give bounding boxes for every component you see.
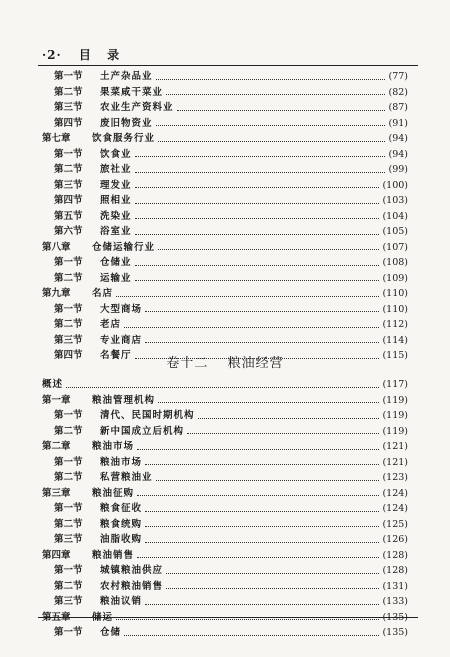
toc-entry-label: 第四节 xyxy=(54,195,83,206)
toc-entry-label: 第一节 xyxy=(54,257,83,268)
toc-entry-label: 第一章 xyxy=(42,394,71,406)
toc-entry-page: (126) xyxy=(382,534,408,545)
toc-entry xyxy=(42,455,408,471)
toc-entry-label: 第三节 xyxy=(54,334,83,346)
toc-entry-label: 第一节 xyxy=(54,148,83,160)
toc-entry-label: 第二节 xyxy=(54,164,83,175)
toc-entry-title: 仓储业 xyxy=(100,257,132,268)
toc-entry xyxy=(42,131,408,147)
toc-entry-title: 土产杂品业 xyxy=(100,71,153,82)
toc-entry xyxy=(42,240,408,256)
toc-entry-title: 粮油议销 xyxy=(100,596,143,607)
toc-entry xyxy=(42,255,408,271)
dot-leader xyxy=(135,233,380,235)
toc-entry-page: (77) xyxy=(388,71,408,82)
toc-entry-page: (108) xyxy=(382,257,408,268)
toc-entry-label: 第三章 xyxy=(42,487,71,499)
dot-leader xyxy=(145,525,379,527)
page-number: ·2· xyxy=(42,48,62,62)
toc-list-upper xyxy=(42,69,408,364)
dot-leader xyxy=(124,326,379,328)
dot-leader xyxy=(135,171,386,173)
toc-entry-label: 第二节 xyxy=(54,472,83,483)
toc-entry-title: 大型商场 xyxy=(100,303,143,315)
dot-leader xyxy=(158,401,379,403)
toc-entry-title: 仓储运输行业 xyxy=(92,241,156,253)
toc-entry-page: (91) xyxy=(388,117,408,129)
dot-leader xyxy=(135,186,380,188)
toc-entry-page: (109) xyxy=(382,272,408,284)
toc-entry-label: 第五节 xyxy=(54,210,83,222)
toc-entry-page: (99) xyxy=(388,164,408,175)
toc-entry-page: (121) xyxy=(382,456,408,468)
toc-entry xyxy=(42,377,408,393)
toc-entry xyxy=(42,501,408,517)
toc-entry-label: 第四章 xyxy=(42,549,71,561)
toc-entry xyxy=(42,193,408,209)
dot-leader xyxy=(66,386,379,388)
toc-entry xyxy=(42,317,408,333)
toc-entry-page: (82) xyxy=(388,86,408,98)
toc-entry-title: 名店 xyxy=(92,288,114,299)
toc-entry-title: 旅社业 xyxy=(100,164,132,175)
toc-entry-page: (94) xyxy=(388,148,408,160)
toc-entry-page: (128) xyxy=(382,565,408,576)
toc-entry-label: 第二节 xyxy=(54,86,83,98)
toc-entry-label: 第一节 xyxy=(54,456,83,468)
toc-entry xyxy=(42,408,408,424)
toc-entry-page: (103) xyxy=(382,195,408,206)
footer-rule xyxy=(38,617,418,618)
toc-entry-title: 农业生产资料业 xyxy=(100,102,174,113)
toc-entry-label: 第四节 xyxy=(54,350,83,361)
toc-entry xyxy=(42,548,408,564)
toc-entry-label: 第五章 xyxy=(42,611,71,623)
toc-entry xyxy=(42,579,408,595)
toc-entry xyxy=(42,271,408,287)
toc-entry-page: (107) xyxy=(382,241,408,253)
toc-entry-title: 新中国成立后机构 xyxy=(100,425,185,437)
toc-entry-title: 城镇粮油供应 xyxy=(100,565,164,576)
dot-leader xyxy=(135,264,380,266)
toc-entry-page: (125) xyxy=(382,518,408,530)
dot-leader xyxy=(166,572,379,574)
dot-leader xyxy=(145,463,379,465)
toc-entry-label: 第三节 xyxy=(54,596,83,607)
toc-entry xyxy=(42,224,408,240)
dot-leader xyxy=(124,634,379,636)
toc-entry xyxy=(42,470,408,486)
toc-entry-page: (135) xyxy=(382,611,408,623)
toc-entry xyxy=(42,517,408,533)
toc-entry-title: 老店 xyxy=(100,319,122,330)
toc-entry-title: 理发业 xyxy=(100,179,132,191)
toc-entry xyxy=(42,439,408,455)
toc-entry-title: 粮食统购 xyxy=(100,518,143,530)
dot-leader xyxy=(166,93,385,95)
dot-leader xyxy=(135,279,380,281)
toc-entry-page: (121) xyxy=(382,441,408,452)
toc-entry xyxy=(42,424,408,440)
toc-entry-page: (115) xyxy=(382,350,408,361)
toc-entry-title: 粮油市场 xyxy=(92,441,135,452)
dot-leader xyxy=(158,248,379,250)
toc-entry-title: 清代、民国时期机构 xyxy=(100,410,195,421)
volume-title: 粮油经营 xyxy=(227,356,284,371)
toc-entry xyxy=(42,393,408,409)
toc-entry-label: 第三节 xyxy=(54,102,83,113)
toc-entry xyxy=(42,532,408,548)
header-rule xyxy=(38,65,418,66)
dot-leader xyxy=(166,587,379,589)
toc-entry-label: 第七章 xyxy=(42,133,71,144)
toc-entry-title: 运输业 xyxy=(100,272,132,284)
toc-entry-label: 第一节 xyxy=(54,565,83,576)
dot-leader xyxy=(135,202,380,204)
toc-entry-label: 第八章 xyxy=(42,241,71,253)
toc-entry-title: 洗染业 xyxy=(100,210,132,222)
page-header xyxy=(42,46,422,63)
toc-entry-title: 饮食业 xyxy=(100,148,132,160)
toc-entry-title: 农村粮油销售 xyxy=(100,580,164,592)
dot-leader xyxy=(145,541,379,543)
toc-entry-label: 第二节 xyxy=(54,580,83,592)
toc-entry xyxy=(42,69,408,85)
toc-entry-title: 果菜咸干菜业 xyxy=(100,86,164,98)
dot-leader xyxy=(156,124,386,126)
toc-entry-title: 概述 xyxy=(42,379,64,390)
toc-entry-title: 储运 xyxy=(92,611,114,623)
toc-entry xyxy=(42,594,408,610)
toc-entry-page: (110) xyxy=(382,288,408,299)
toc-entry-label: 第一节 xyxy=(54,410,83,421)
toc-entry-page: (114) xyxy=(382,334,408,346)
toc-entry-page: (131) xyxy=(382,580,408,592)
toc-entry-label: 第一节 xyxy=(54,503,83,514)
toc-entry-label: 第二章 xyxy=(42,441,71,452)
dot-leader xyxy=(158,140,385,142)
toc-entry-label: 第一节 xyxy=(54,71,83,82)
toc-entry-label: 第四节 xyxy=(54,117,83,129)
toc-entry-label: 第九章 xyxy=(42,288,71,299)
toc-entry-title: 粮油征购 xyxy=(92,487,135,499)
dot-leader xyxy=(177,109,386,111)
toc-entry xyxy=(42,333,408,349)
toc-entry-page: (104) xyxy=(382,210,408,222)
dot-leader xyxy=(187,432,379,434)
toc-entry xyxy=(42,302,408,318)
toc-entry-title: 仓储 xyxy=(100,627,122,638)
dot-leader xyxy=(156,78,386,80)
toc-entry-page: (119) xyxy=(382,394,408,406)
dot-leader xyxy=(145,310,379,312)
header-title: 目 录 xyxy=(78,48,126,62)
toc-entry-title: 粮油销售 xyxy=(92,549,135,561)
toc-entry-page: (128) xyxy=(382,549,408,561)
toc-entry-title: 饮食服务行业 xyxy=(92,133,156,144)
toc-entry-title: 油脂收购 xyxy=(100,534,143,545)
toc-entry-title: 废旧物资业 xyxy=(100,117,153,129)
toc-entry xyxy=(42,85,408,101)
toc-entry xyxy=(42,147,408,163)
toc-entry-title: 粮油管理机构 xyxy=(92,394,156,406)
toc-list-lower xyxy=(42,377,408,641)
toc-entry-page: (124) xyxy=(382,503,408,514)
toc-entry xyxy=(42,286,408,302)
toc-entry-title: 浴室业 xyxy=(100,226,132,237)
dot-leader xyxy=(145,510,379,512)
toc-entry xyxy=(42,178,408,194)
toc-entry-title: 专业商店 xyxy=(100,334,143,346)
toc-entry-page: (110) xyxy=(382,303,408,315)
toc-entry-page: (105) xyxy=(382,226,408,237)
toc-entry xyxy=(42,625,408,641)
toc-entry-title: 私营粮油业 xyxy=(100,472,153,483)
volume-number: 卷十二 xyxy=(166,356,209,371)
toc-entry-label: 第一节 xyxy=(54,627,83,638)
dot-leader xyxy=(137,556,379,558)
toc-entry xyxy=(42,116,408,132)
toc-entry-page: (124) xyxy=(382,487,408,499)
toc-entry-label: 第二节 xyxy=(54,425,83,437)
dot-leader xyxy=(198,417,380,419)
toc-entry xyxy=(42,563,408,579)
toc-entry-page: (112) xyxy=(382,319,408,330)
dot-leader xyxy=(137,494,379,496)
toc-entry-page: (87) xyxy=(388,102,408,113)
toc-entry-page: (117) xyxy=(382,379,408,390)
toc-entry-label: 第二节 xyxy=(54,272,83,284)
toc-entry xyxy=(42,486,408,502)
toc-entry-page: (123) xyxy=(382,472,408,483)
toc-entry xyxy=(42,209,408,225)
toc-entry-page: (94) xyxy=(388,133,408,144)
toc-entry-label: 第六节 xyxy=(54,226,83,237)
toc-entry-title: 照相业 xyxy=(100,195,132,206)
toc-entry xyxy=(42,162,408,178)
dot-leader xyxy=(156,479,380,481)
toc-entry-page: (119) xyxy=(382,410,408,421)
toc-entry-label: 第二节 xyxy=(54,518,83,530)
dot-leader xyxy=(145,341,379,343)
toc-entry-page: (100) xyxy=(382,179,408,191)
dot-leader xyxy=(116,618,379,620)
dot-leader xyxy=(145,603,379,605)
toc-entry-page: (135) xyxy=(382,627,408,638)
dot-leader xyxy=(135,217,380,219)
toc-entry-page: (119) xyxy=(382,425,408,437)
toc-entry-label: 第一节 xyxy=(54,303,83,315)
dot-leader xyxy=(135,155,386,157)
toc-entry-title: 粮食征收 xyxy=(100,503,143,514)
toc-entry-page: (133) xyxy=(382,596,408,607)
dot-leader xyxy=(137,448,379,450)
volume-heading xyxy=(0,352,450,371)
toc-entry xyxy=(42,100,408,116)
toc-entry-title: 粮油市场 xyxy=(100,456,143,468)
toc-entry-title: 名餐厅 xyxy=(100,350,132,361)
toc-entry-label: 第二节 xyxy=(54,319,83,330)
toc-entry-label: 第三节 xyxy=(54,534,83,545)
dot-leader xyxy=(116,295,379,297)
toc-entry-label: 第三节 xyxy=(54,179,83,191)
